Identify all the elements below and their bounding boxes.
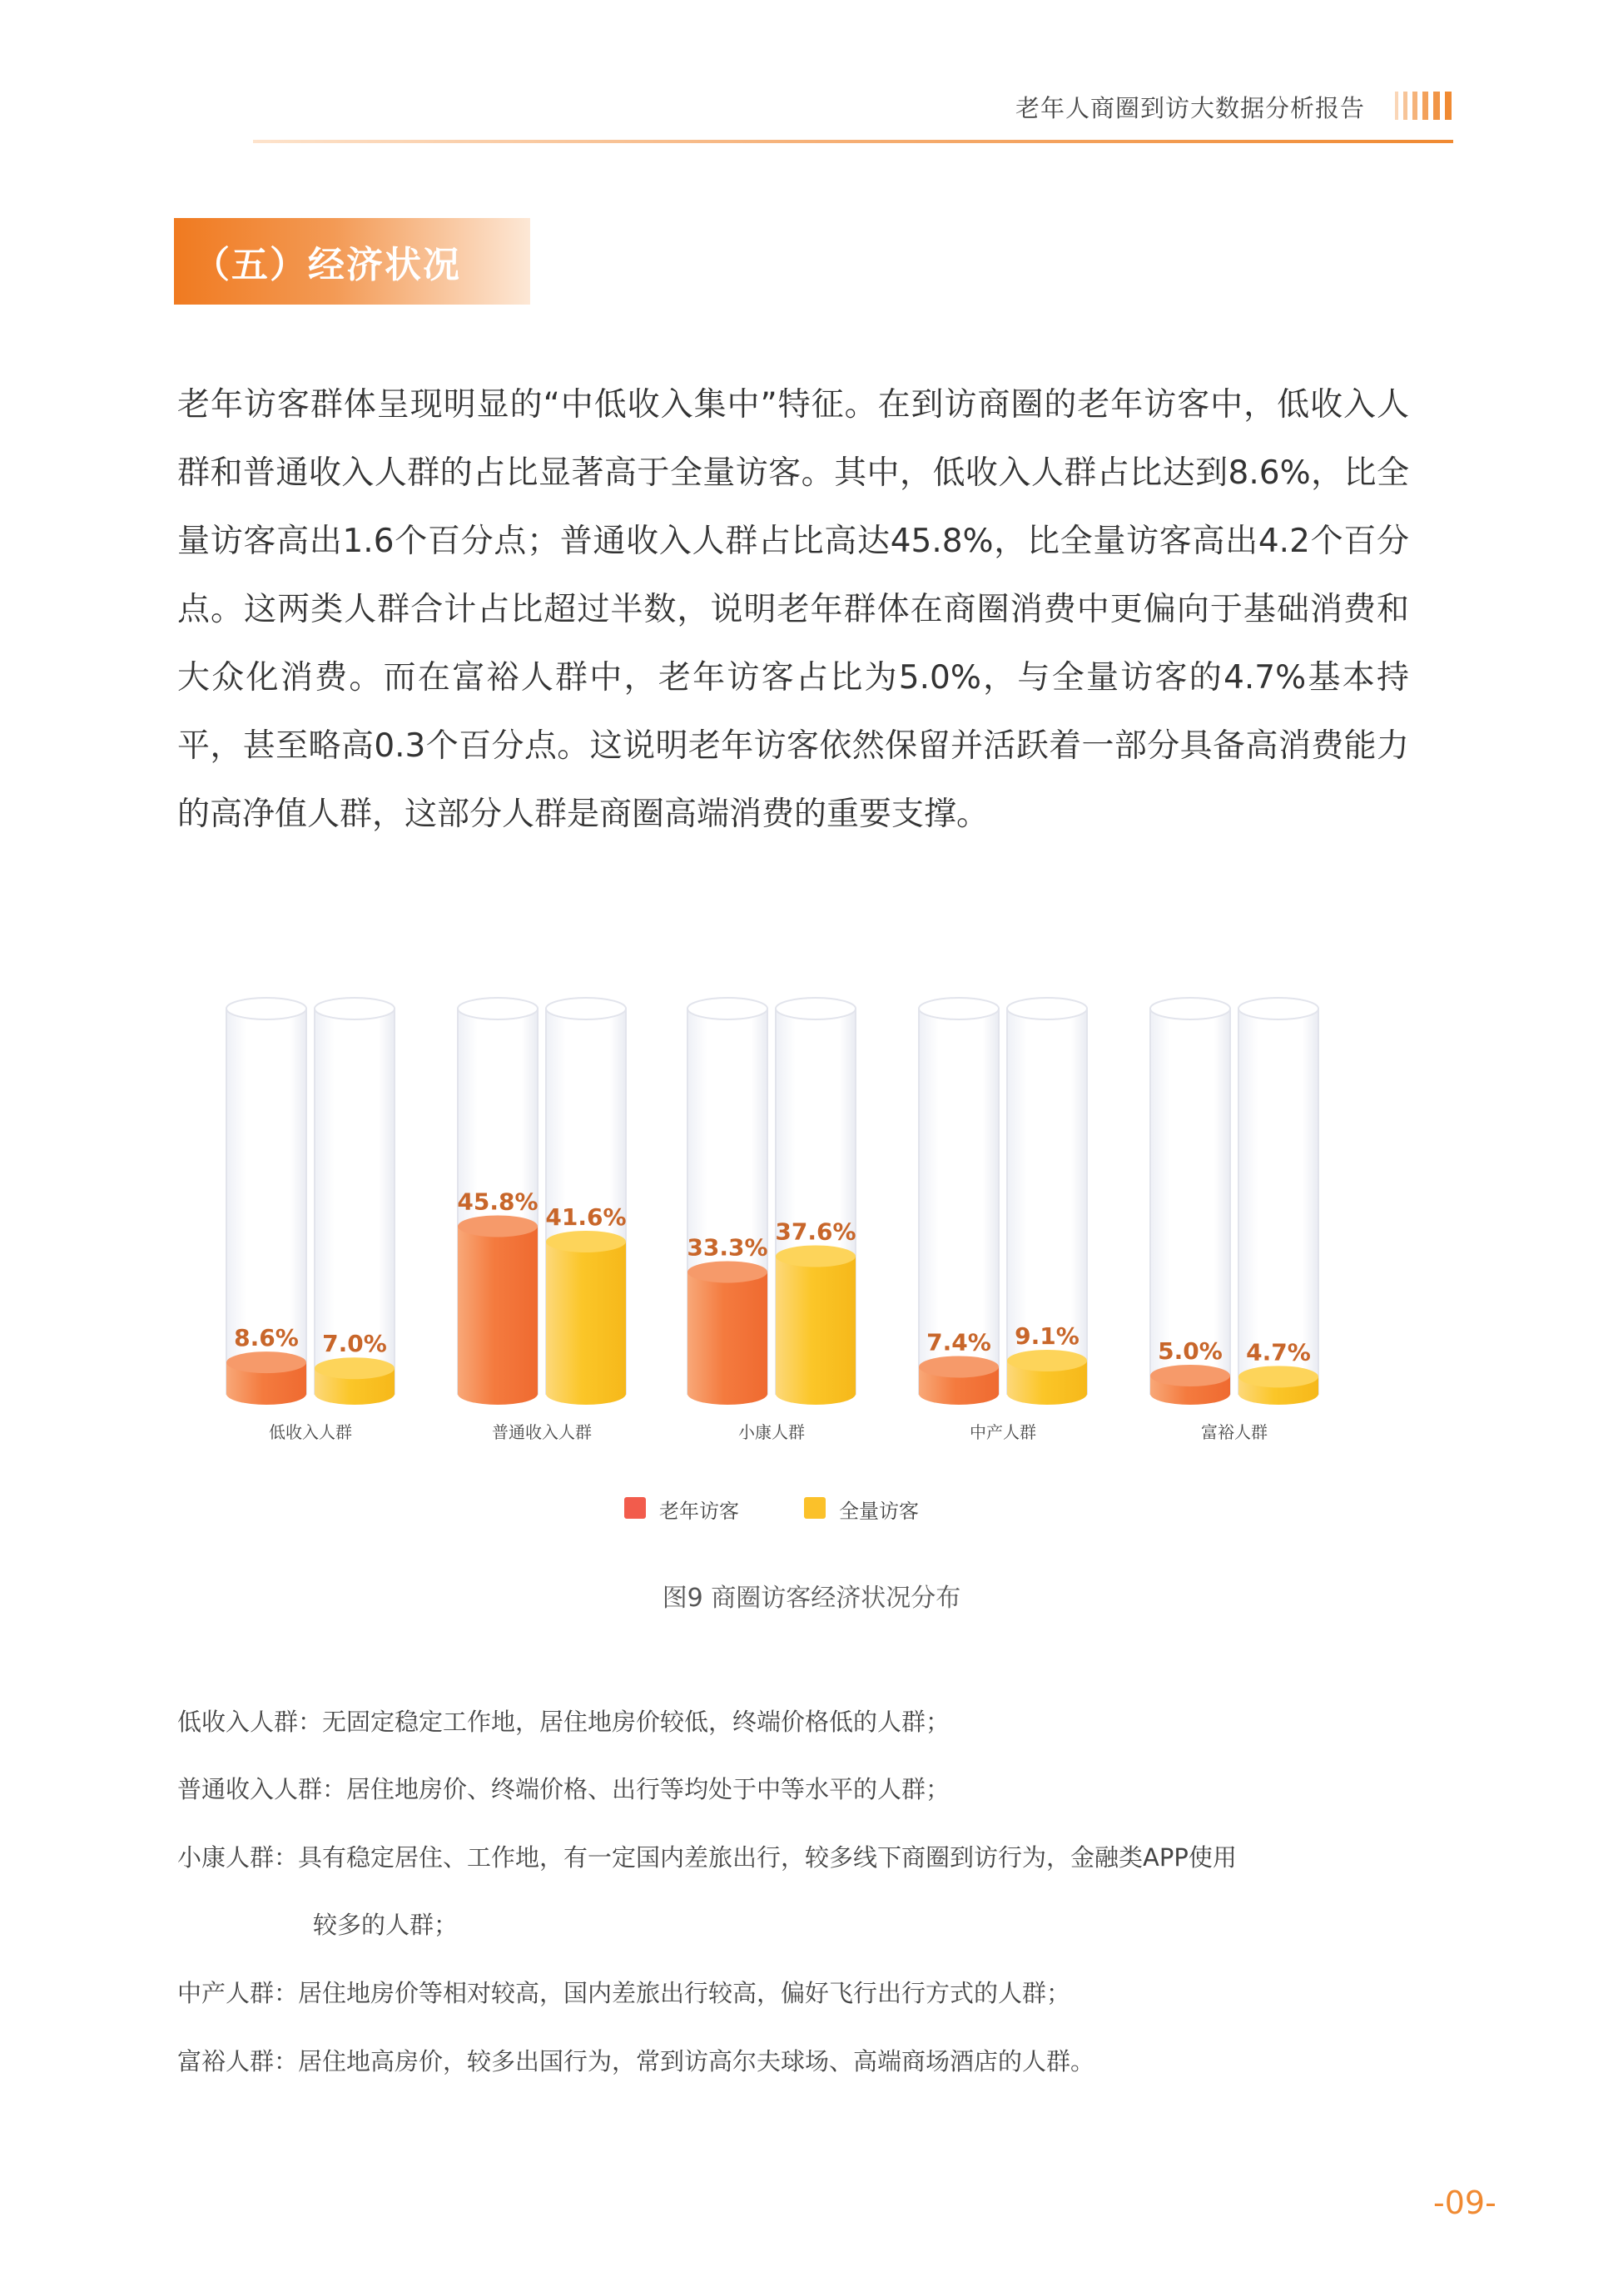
bar-all: [546, 1242, 626, 1405]
definition-low-income: [177, 1703, 950, 1738]
data-label: 33.3%: [687, 1233, 768, 1262]
bar-top-elderly: [458, 1215, 538, 1237]
bar-elderly: [687, 1272, 767, 1405]
data-label: 9.1%: [1015, 1322, 1080, 1350]
bar-top-elderly: [687, 1261, 767, 1282]
definition-label: 低收入人群: [177, 1708, 299, 1736]
category-label: 富裕人群: [1201, 1422, 1268, 1442]
glass-tube-top: [1150, 998, 1230, 1019]
bar-all: [776, 1257, 856, 1405]
bar-top-all: [546, 1231, 626, 1252]
definition-text: ：居住地房价、终端价格、出行等均处于中等水平的人群；: [322, 1775, 950, 1803]
figure-caption: 图9 商圈访客经济状况分布: [662, 1584, 961, 1613]
definition-normal-income: [177, 1771, 950, 1805]
data-label: 45.8%: [457, 1188, 539, 1216]
bar-top-all: [1238, 1366, 1318, 1387]
glass-tube-top: [1238, 998, 1318, 1019]
data-label: 5.0%: [1158, 1337, 1223, 1365]
glass-tube-top: [919, 998, 999, 1019]
bar-top-elderly: [919, 1356, 999, 1377]
category-label: 普通收入人群: [492, 1422, 592, 1442]
glass-tube-top: [776, 998, 856, 1019]
glass-tube-top: [546, 998, 626, 1019]
data-label: 7.4%: [926, 1328, 991, 1356]
definition-wealthy: [177, 2043, 1094, 2077]
definition-label: 普通收入人群: [177, 1775, 323, 1803]
definition-middle-class: [177, 1975, 1070, 2009]
bar-top-all: [1007, 1350, 1087, 1371]
glass-tube-top: [687, 998, 767, 1019]
data-label: 4.7%: [1246, 1338, 1311, 1366]
glass-tube-top: [226, 998, 306, 1019]
legend-label-elderly: 老年访客: [659, 1500, 739, 1523]
definition-text: ：居住地房价等相对较高，国内差旅出行较高，偏好飞行出行方式的人群；: [274, 1979, 1071, 2007]
definition-well-off: [177, 1839, 1237, 1873]
bar-elderly: [458, 1226, 538, 1405]
body-paragraph: 老年访客群体呈现明显的“中低收入集中”特征。在到访商圈的老年访客中，低收入人群和普通收入人群的占比显著高于全量访客。其中，低收入人群占比达到8.6%，比全量访客高出1.6个百分点；普通收入人群占比高达45.8%，比全量访客高出4.2个百分点。这两类人群合计占比超过半数，说明老年群体在商圈消费中更偏向于基础消费和大众化消费。而在富裕人群中，老年访客占比为5.0%，与全量访客的4.7%基本持平，甚至略高0.3个百分点。这说明老年访客依然保留并活跃着一部分具备高消费能力的高净值人群，这部分人群是商圈高端消费的重要支撑。: [177, 386, 1409, 833]
category-label: 中产人群: [970, 1422, 1036, 1442]
definition-text: ：无固定稳定工作地，居住地房价较低，终端价格低的人群；: [298, 1708, 950, 1736]
category-label: 低收入人群: [269, 1422, 352, 1442]
data-label: 7.0%: [322, 1330, 387, 1358]
report-header-title: 老年人商圈到访大数据分析报告: [1015, 94, 1365, 122]
definition-text: ：居住地高房价，较多出国行为，常到访高尔夫球场、高端商场酒店的人群。: [274, 2047, 1095, 2075]
glass-tube-top: [315, 998, 395, 1019]
glass-tube-top: [458, 998, 538, 1019]
legend-swatch-elderly: [624, 1497, 646, 1519]
definition-label: 富裕人群: [177, 2047, 275, 2075]
bar-top-all: [776, 1246, 856, 1267]
definition-well-off-continued: 较多的人群；: [313, 1911, 459, 1939]
legend-swatch-all: [804, 1497, 826, 1519]
definition-text: ：具有稳定居住、工作地，有一定国内差旅出行，较多线下商圈到访行为，金融类APP使用: [274, 1843, 1237, 1872]
data-label: 37.6%: [775, 1217, 856, 1246]
bar-top-elderly: [226, 1351, 306, 1373]
data-label: 8.6%: [234, 1324, 299, 1352]
definition-label: 中产人群: [177, 1979, 275, 2007]
page-number: -09-: [1433, 2184, 1496, 2221]
bar-top-all: [315, 1357, 395, 1379]
glass-tube: [1238, 1009, 1318, 1394]
section-title: （五）经济状况: [193, 244, 461, 286]
bar-top-elderly: [1150, 1365, 1230, 1386]
legend-label-all: 全量访客: [839, 1500, 919, 1523]
glass-tube-top: [1007, 998, 1087, 1019]
definition-label: 小康人群: [177, 1843, 275, 1872]
category-label: 小康人群: [738, 1422, 805, 1442]
glass-tube: [1150, 1009, 1230, 1394]
data-label: 41.6%: [545, 1203, 627, 1231]
